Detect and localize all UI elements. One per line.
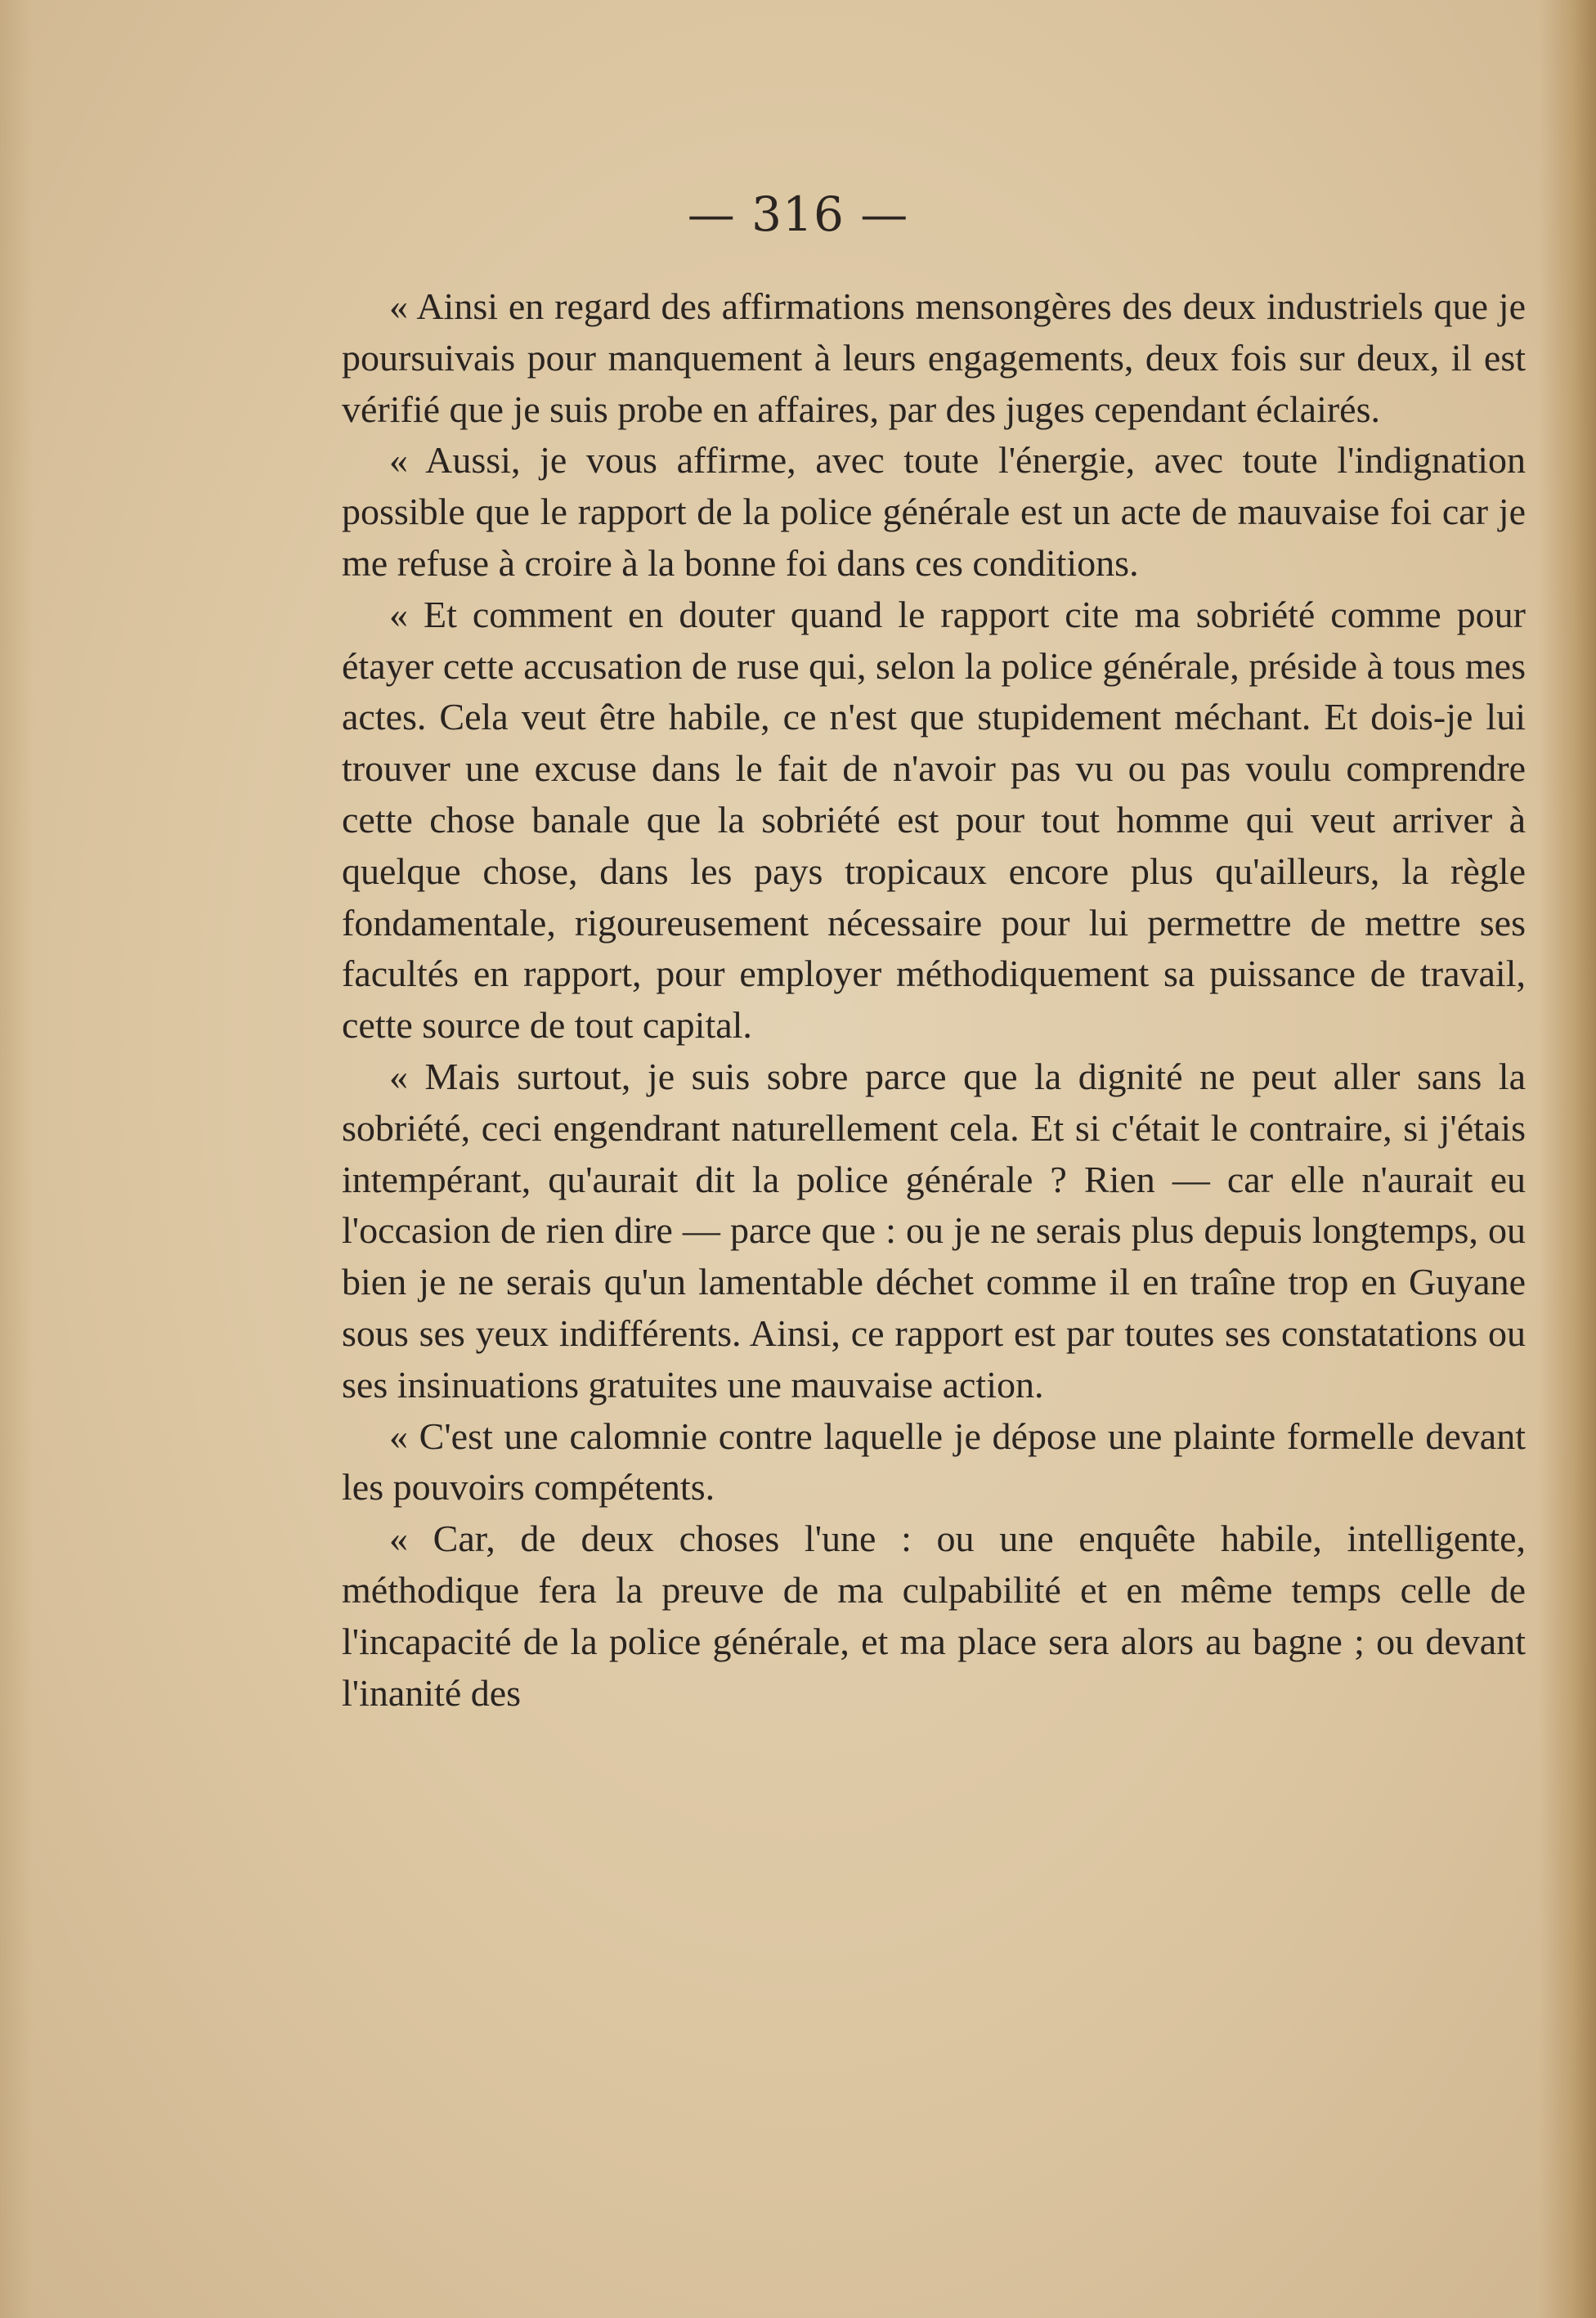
paragraph: « Car, de deux choses l'une : ou une enquête habile, intelligente, méthodique fera la preuve de ma culpabilité et en même temps celle de l'incapacité de la police générale, et ma place sera alors au bagne ; ou devant l'inanité des [342, 1518, 1526, 1714]
body-text [342, 281, 1526, 1719]
page-number: — 316 — [687, 186, 909, 242]
page-right-shadow [1539, 0, 1596, 2318]
paragraph: « Aussi, je vous affirme, avec toute l'énergie, avec toute l'indignation possible que le rapport de la police générale est un acte de mauvaise foi car je me refuse à croire à la bonne foi dans ces conditions. [342, 439, 1526, 584]
paragraph: « Ainsi en regard des affirmations mensongères des deux industriels que je poursuivais pour manquement à leurs engagements, deux fois sur deux, il est vérifié que je suis probe en affaires, par des juges cependant éclairés. [342, 285, 1526, 430]
paragraph: « Et comment en douter quand le rapport cite ma sobriété comme pour étayer cette accusation de ruse qui, selon la police générale, préside à tous mes actes. Cela veut être habile, ce n'est que stupidement méchant. Et dois-je lui trouver une excuse dans le fait de n'avoir pas vu ou pas voulu comprendre cette chose banale que la sobriété est pour tout homme qui veut arriver à quelque chose, dans les pays tropicaux encore plus qu'ailleurs, la règle fondamentale, rigoureusement nécessaire pour lui permettre de mettre ses facultés en rapport, pour employer méthodiquement sa puissance de travail, cette source de tout capital. [342, 593, 1526, 1047]
page-left-shadow [0, 0, 33, 2318]
paragraph: « Mais surtout, je suis sobre parce que la dignité ne peut aller sans la sobriété, ceci engendrant naturellement cela. Et si c'était le contraire, si j'étais intempérant, qu'aurait dit la police générale ? Rien — car elle n'aurait eu l'occasion de rien dire — parce que : ou je ne serais plus depuis longtemps, ou bien je ne serais qu'un lamentable déchet comme il en traîne trop en Guyane sous ses yeux indifférents. Ainsi, ce rapport est par toutes ses constatations ou ses insinuations gratuites une mauvaise action. [342, 1055, 1526, 1406]
paragraph: « C'est une calomnie contre laquelle je dépose une plainte formelle devant les pouvoirs compétents. [342, 1415, 1526, 1509]
